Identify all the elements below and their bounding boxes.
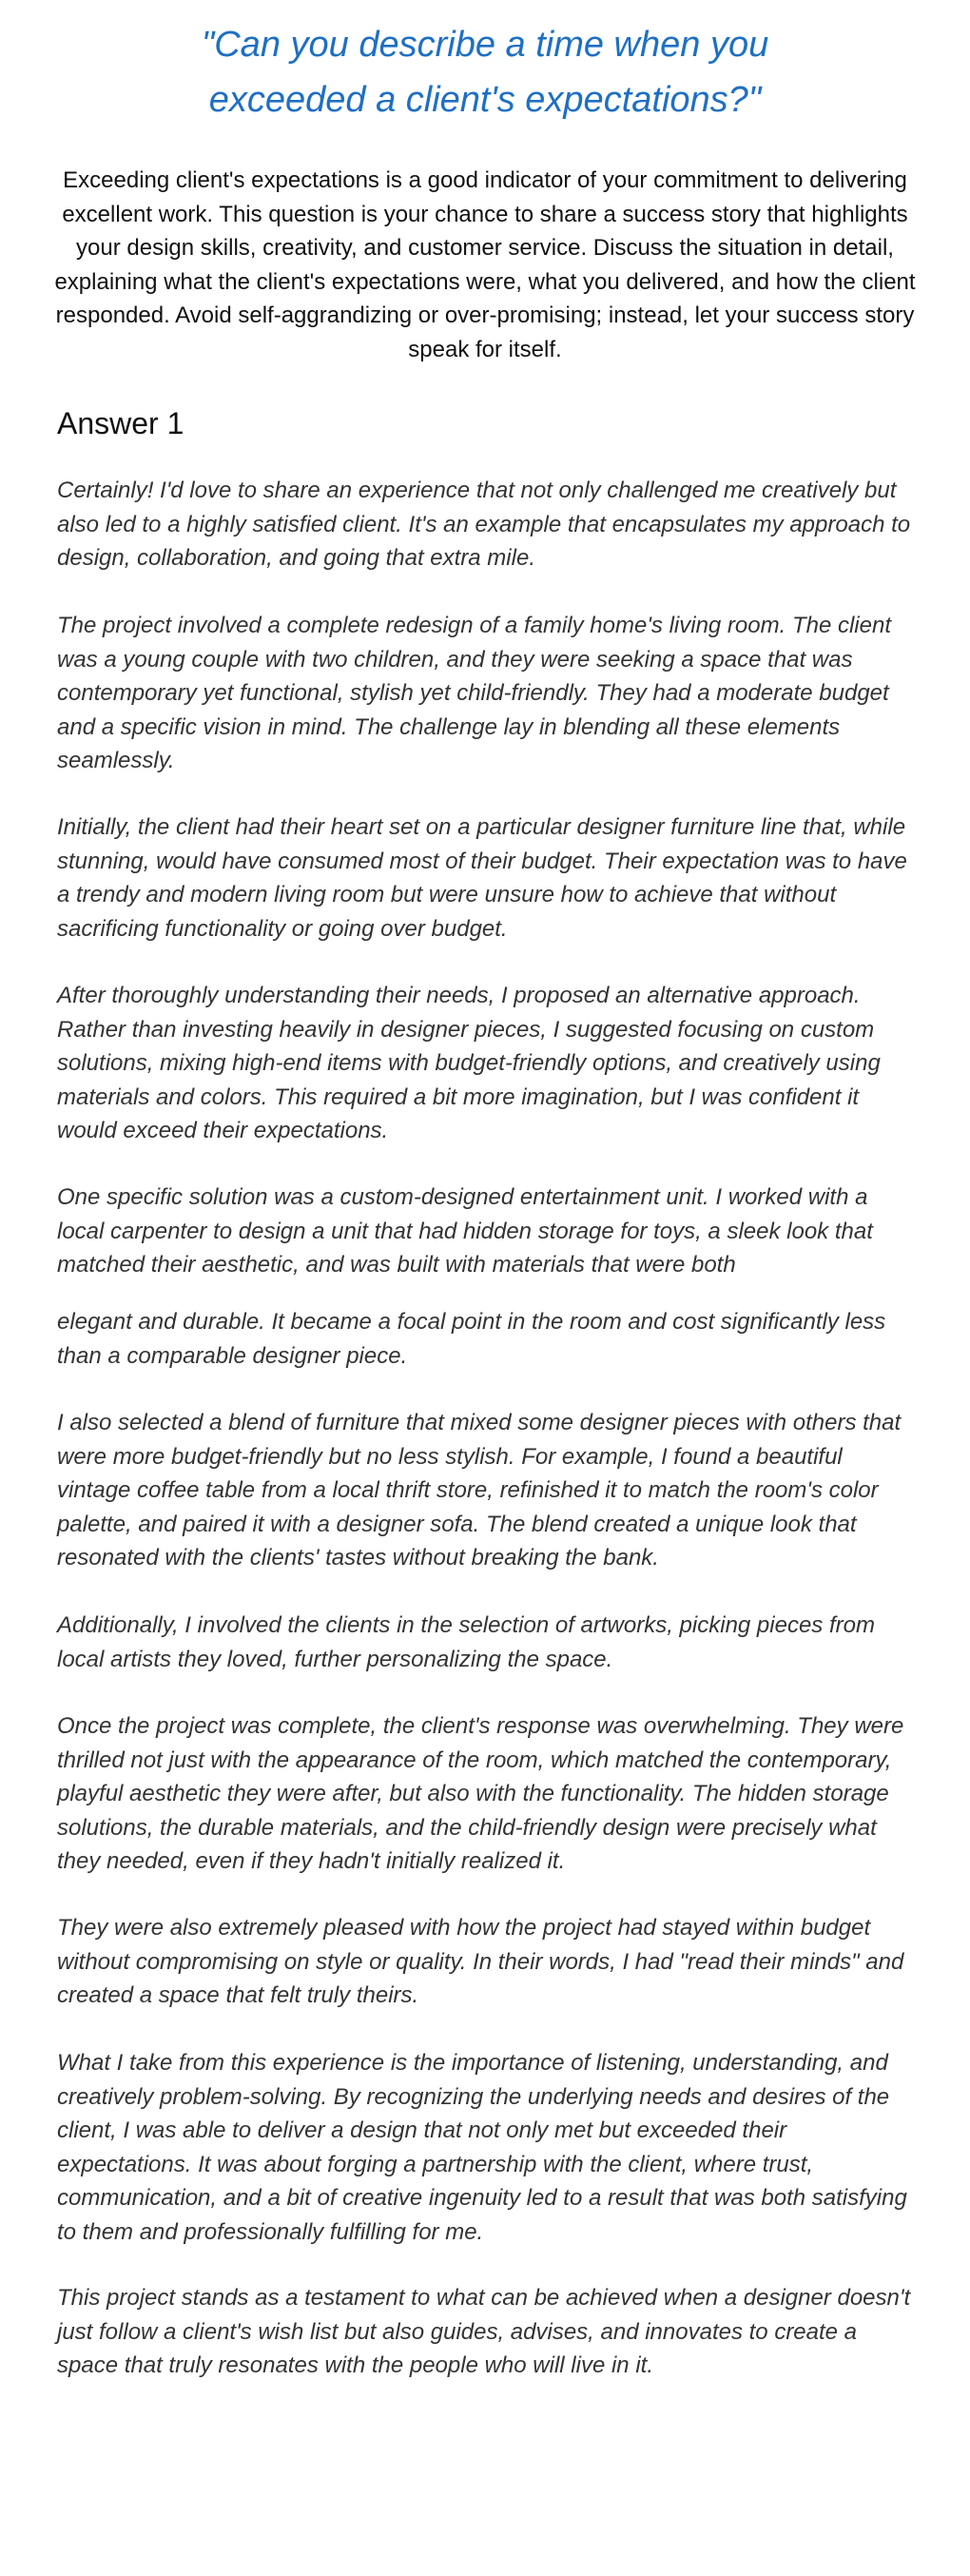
question-intro: Exceeding client's expectations is a good indicator of your commitment to delivering excellent work. This question is your chance to share a success story that highlights your design skills, creativity, and customer service. Discuss the situation in detail, explaining what the client's expectations were, what you delivered, and how the client responded. Avoid self-aggrandizing or over-promising; instead, let your success story speak for itself. <box>54 167 916 362</box>
answer-heading: Answer 1 <box>57 406 184 440</box>
answer-paragraph: Additionally, I involved the clients in the selection of artworks, picking pieces from local artists they loved, further personalizing the space. <box>57 1612 875 1672</box>
answer-paragraph: elegant and durable. It became a focal point in the room and cost significantly less than a comparable designer piece. <box>57 1309 886 1369</box>
answer-paragraph: This project stands as a testament to what can be achieved when a designer doesn't just follow a client's wish list but also guides, advises, and innovates to create a space that truly resonates with the people who will live in it. <box>57 2285 911 2378</box>
answer-paragraph: After thoroughly understanding their needs, I proposed an alternative approach. Rather than investing heavily in designer pieces, I suggested focusing on custom solutions, mixing high-end items with budget-friendly options, and creatively using materials and colors. This required a bit more imagination, but I was confident it would exceed their expectations. <box>57 983 881 1143</box>
answer-paragraph: Initially, the client had their heart set on a particular designer furniture line that, while stunning, would have consumed most of their budget. Their expectation was to have a trendy and modern living room but were unsure how to achieve that without sacrificing functionality or going over budget. <box>57 814 907 942</box>
answer-paragraph: What I take from this experience is the importance of listening, understanding, and creatively problem-solving. By recognizing the underlying needs and desires of the client, I was able to deliver a design that not only met but exceeded their expectations. It was about forging a partnership with the client, where trust, communication, and a bit of creative ingenuity led to a result that was both satisfying to them and professionally fulfilling for me. <box>57 2050 907 2245</box>
answer-paragraph: Once the project was complete, the client's response was overwhelming. They were thrilled not just with the appearance of the room, which matched the contemporary, playful aesthetic they were after, but also with the functionality. The hidden storage solutions, the durable materials, and the child-friendly design were precisely what they needed, even if they hadn't initially realized it. <box>57 1713 904 1874</box>
question-title: "Can you describe a time when you exceeded a client's expectations?" <box>201 25 769 120</box>
answer-paragraph: I also selected a blend of furniture that mixed some designer pieces with others that were more budget-friendly but no less stylish. For example, I found a beautiful vintage coffee table from a local thrift store, refinished it to match the room's color palette, and paired it with a designer sofa. The blend created a unique look that resonated with the clients' tastes without breaking the bank. <box>57 1410 902 1571</box>
answer-paragraph: One specific solution was a custom-designed entertainment unit. I worked with a local carpenter to design a unit that had hidden storage for toys, a sleek look that matched their aesthetic, and was built with materials that were both <box>57 1184 873 1278</box>
answer-paragraph: They were also extremely pleased with how the project had stayed within budget without compromising on style or quality. In their words, I had "read their minds" and created a space that felt truly theirs. <box>57 1915 904 2008</box>
answer-paragraph: Certainly! I'd love to share an experience that not only challenged me creatively but also led to a highly satisfied client. It's an example that encapsulates my approach to design, collaboration, and going that extra mile. <box>57 478 911 571</box>
answer-paragraph: The project involved a complete redesign of a family home's living room. The client was a young couple with two children, and they were seeking a space that was contemporary yet functional, stylish yet child-friendly. They had a moderate budget and a specific vision in mind. The challenge lay in blending all these elements seamlessly. <box>57 613 891 773</box>
